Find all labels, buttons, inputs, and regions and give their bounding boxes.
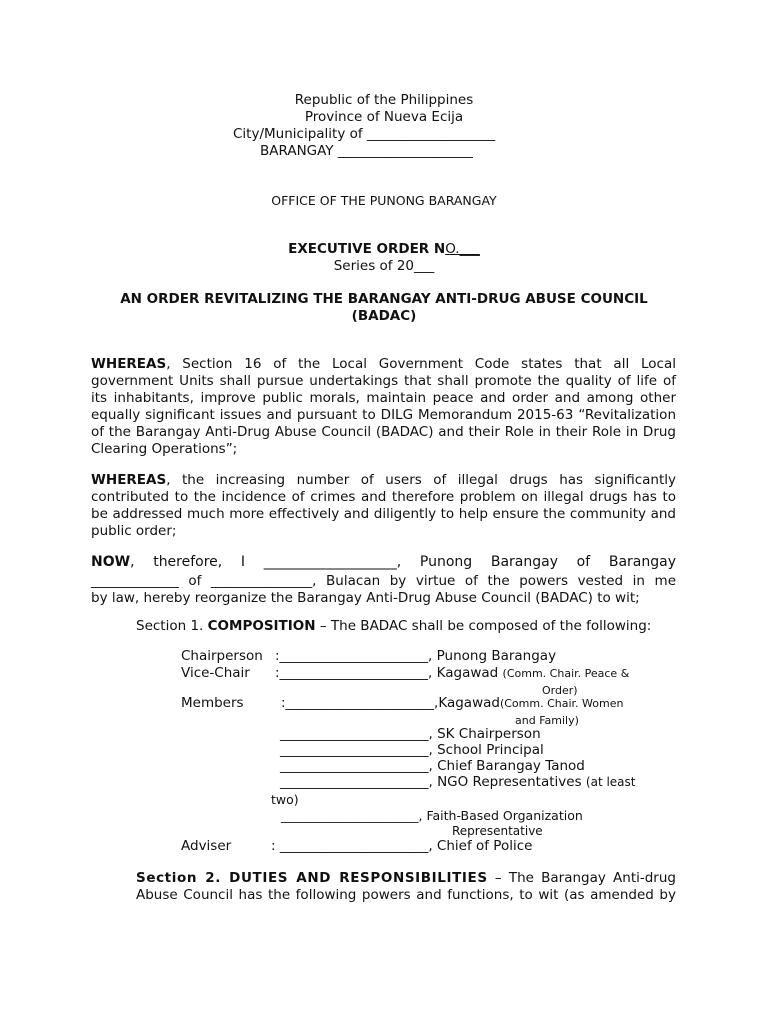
section-1-text: – The BADAC shall be composed of the following:: [315, 618, 652, 634]
order-title-prefix: EXECUTIVE ORDER N: [288, 241, 446, 257]
vice-chair-note-wrap: Order): [542, 684, 578, 697]
section-2-paragraph: [136, 870, 676, 904]
adviser-line: : ______________________, Chief of Police: [271, 838, 533, 854]
whereas-text: , Section 16 of the Local Government Code states that all Local government Units shall pursue undertakings that shall promote the quality of life of its inhabitants, improve public morals, maintain peace and order and among other equally significant issues and pursuant to DILG Memorandum 2015-63 “Revitalization of the Barangay Anti-Drug Abuse Council (BADAC) and their Role in their Role in Drug Clearing Operations”;: [91, 356, 676, 457]
vice-chair-note: (Comm. Chair. Peace &: [502, 667, 630, 680]
section-1-label: Section 1.: [136, 618, 208, 634]
member-faith-based: ______________________, Faith-Based Organization: [281, 808, 583, 823]
header-republic: Republic of the Philippines: [294, 92, 474, 108]
whereas-text: , the increasing number of users of illegal drugs has significantly contributed to the incidence of crimes and therefore problem on illegal drugs has to be addressed much more effectively and diligently to help ensure the community and public order;: [91, 472, 676, 539]
section-2-line1-rest: – The Barangay Anti-drug: [487, 870, 676, 886]
member-sk-chairperson: ______________________, SK Chairperson: [280, 726, 541, 742]
whereas-lead: WHEREAS: [91, 356, 167, 372]
members-note: (Comm. Chair. Women: [499, 697, 624, 710]
now-paragraph: [91, 554, 676, 607]
chairperson-label: Chairperson: [181, 648, 263, 664]
vice-chair-text: :______________________, Kagawad: [275, 665, 503, 681]
member-chief-tanod: ______________________, Chief Barangay Tanod: [280, 758, 585, 774]
whereas-paragraph-1: [91, 356, 676, 458]
member-ngo: [280, 774, 636, 791]
section-1-heading: [136, 618, 651, 635]
chairperson-line: :______________________, Punong Barangay: [275, 648, 557, 664]
whereas-lead: WHEREAS: [91, 472, 167, 488]
member-faith-based-wrap: Representative: [452, 824, 543, 838]
member-ngo-wrap: two): [271, 792, 299, 807]
member-ngo-note: (at least: [585, 775, 636, 789]
header-barangay: BARANGAY ____________________: [260, 143, 473, 159]
vice-chair-label: Vice-Chair: [181, 665, 250, 681]
vice-chair-line: [275, 665, 629, 682]
order-title-suffix: O.___: [445, 241, 480, 257]
header-province: Province of Nueva Ecija: [304, 109, 464, 125]
now-line-1: [91, 554, 676, 571]
section-2-line-1: [136, 870, 676, 887]
executive-order-title: [0, 241, 768, 258]
now-line-2: _____________ of _______________, Bulacan by virtue of the powers vested in me: [91, 573, 676, 589]
members-note-wrap: and Family): [515, 714, 579, 727]
member-school-principal: ______________________, School Principal: [280, 742, 544, 758]
members-label: Members: [181, 695, 244, 711]
whereas-paragraph-2: [91, 472, 676, 540]
adviser-label: Adviser: [181, 838, 232, 854]
order-series: Series of 20___: [333, 258, 435, 274]
order-heading-line1: AN ORDER REVITALIZING THE BARANGAY ANTI-DRUG ABUSE COUNCIL: [120, 291, 648, 307]
section-2-label: Section 2. DUTIES AND RESPONSIBILITIES: [136, 870, 488, 886]
section-1-title: COMPOSITION: [207, 618, 316, 634]
member-ngo-text: ______________________, NGO Representatives: [280, 774, 586, 790]
now-line1-rest: , therefore, I ___________________, Punong Barangay of Barangay: [130, 554, 676, 570]
header-city: City/Municipality of ___________________: [233, 126, 496, 142]
now-line-3: by law, hereby reorganize the Barangay Anti-Drug Abuse Council (BADAC) to wit;: [91, 590, 640, 606]
section-2-line-2: Abuse Council has the following powers and functions, to wit (as amended by: [136, 887, 676, 903]
members-line: [281, 695, 623, 712]
now-lead: NOW: [91, 554, 131, 570]
office-title: OFFICE OF THE PUNONG BARANGAY: [271, 193, 497, 208]
members-text: :______________________,Kagawad: [281, 695, 500, 711]
order-heading-line2: (BADAC): [351, 308, 417, 324]
